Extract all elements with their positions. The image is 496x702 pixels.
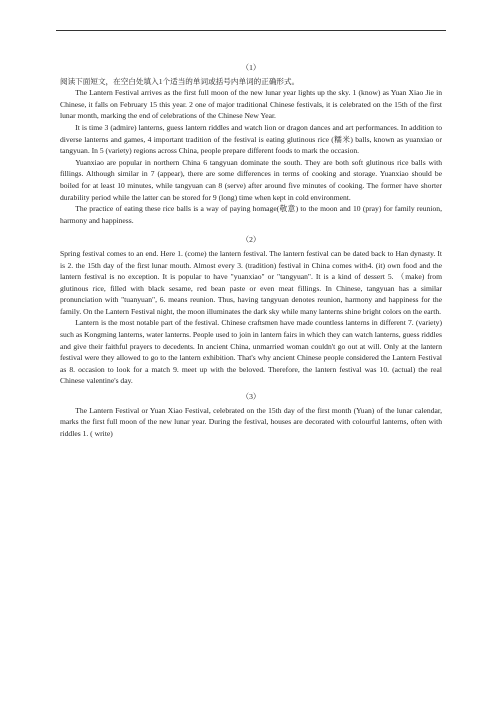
section1-paragraph-2: It is time 3 (admire) lanterns, guess lantern riddles and watch lion or dragon dances and art performances. In addition to diverse lanterns and games, 4 important tradition of the festival is eating glutinous rice (糯米) balls, known as yuanxiao or tangyuan. In 5 (variety) regions across China, people prepare different foods to mark the occasion. (60, 122, 442, 156)
section-heading-1: （1） (241, 63, 261, 72)
section2-paragraph-2: Lantern is the most notable part of the festival. Chinese craftsmen have made countless lanterns in different 7. (variety) such as Kongming lanterns, water lanterns. People used to join in lantern fairs in which they can watch lanterns, guess riddles and give their faithful prayers to decedents. In ancient China, unmarried woman couldn't go out at will. Only at the lantern festival were they allowed to go to the lantern exhibition. That's why ancient Chinese people considered the Lantern Festival as 8. occasion to look for a match 9. meet up with the beloved. Therefore, the lantern festival was 10. (actual) the real Chinese valentine's day. (60, 318, 442, 386)
header-rule (56, 30, 446, 31)
section3-paragraph-1: The Lantern Festival or Yuan Xiao Festival, celebrated on the 15th day of the first month (Yuan) of the lunar calendar, marks the first full moon of the new lunar year. During the festival, houses are decorated with colourful lanterns, often with riddles 1. ( write) (60, 405, 442, 438)
section-heading-3: （3） (241, 392, 261, 402)
section1-paragraph-1: The Lantern Festival arrives as the first full moon of the new lunar year lights up the sky. 1 (know) as Yuan Xiao Jie in Chinese, it falls on February 15 this year. 2 one of major traditional Chinese festivals, it is celebrated on the 15th of the first lunar month, marking the end of celebrations of the Chinese New Year. (60, 88, 442, 121)
section-heading-2: （2） (241, 235, 261, 245)
document-page (60, 58, 442, 439)
section2-paragraph-1: Spring festival comes to an end. Here 1. (come) the lantern festival. The lantern festival can be dated back to Han dynasty. It is 2. the 15th day of the first lunar mouth. Almost every 3. (tradition) festival in China comes with4. (it) own food and the lantern festival is no exception. It is popular to have "yuanxiao" or "tangyuan". It is a kind of dessert 5. （make) from glutinous rice, filled with black sesame, red bean paste or even meat fillings. In Chinese, tangyuan has a similar pronunciation with "tuanyuan", 6. means reunion. Thus, having tangyuan denotes reunion, harmony and happiness for the family. On the Lantern Festival night, the moon illuminates the dark sky while many lanterns shine bright colors on the earth. (60, 248, 442, 316)
section1-paragraph-4: The practice of eating these rice balls is a way of paying homage(敬意) to the moon and 10 (pray) for family reunion, harmony and happiness. (60, 204, 442, 225)
instruction-text: 阅读下面短文，在空白处填入1个适当的单词或括号内单词的正确形式。 (60, 76, 300, 86)
section1-paragraph-3: Yuanxiao are popular in northern China 6 tangyuan dominate the south. They are both soft glutinous rice balls with fillings. Although similar in 7 (appear), there are some differences in terms of cooking and storage. Yuanxiao should be boiled for at least 10 minutes, while tangyuan can 8 (serve) after around five minutes of cooking. The former have shorter durability period while the latter can be stored for 9 (long) time when kept in cold environment. (60, 157, 442, 202)
